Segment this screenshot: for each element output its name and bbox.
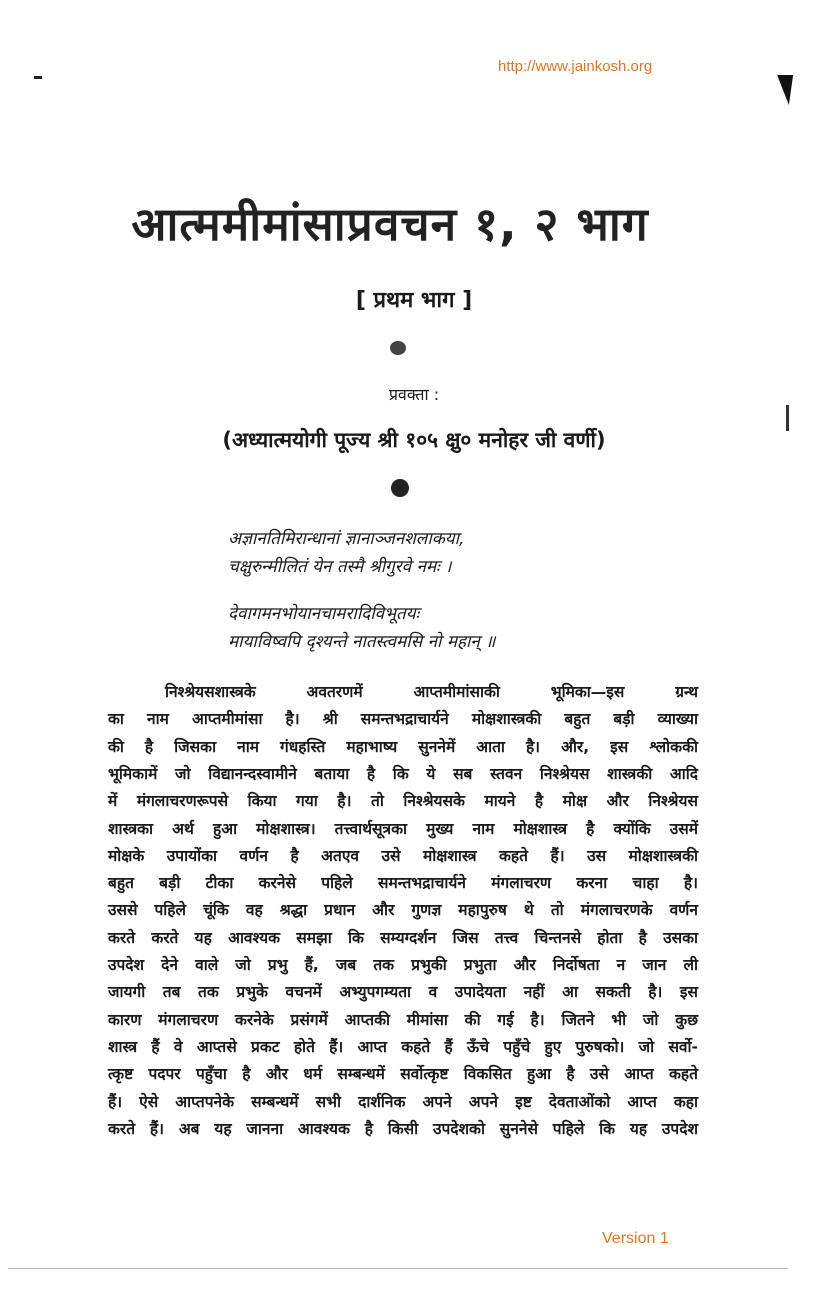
body-line: हैं। ऐसे आप्तपनेके सम्बन्धमें सभी दार्शनिक अपने अपने इष्ट देवताओंको आप्त कहा [108,1092,698,1111]
corner-mark-icon [773,75,793,105]
speaker-label: प्रवक्ता : [388,385,440,404]
body-line: त्कृष्ट पदपर पहुँचा है और धर्म सम्बन्धमें सर्वोत्कृष्ट विकसित हुआ है उसे आप्त कहते [108,1065,698,1084]
body-line: शास्त्रका अर्थ हुआ मोक्षशास्त्र। तत्त्वार्थसूत्रका मुख्य नाम मोक्षशास्त्र है क्योंकि उसमें [108,819,698,838]
page-border [8,1268,788,1269]
verse-line: अज्ञानतिमिरान्धानां ज्ञानाञ्जनशलाकया, [228,529,465,549]
verse-line: मायाविष्वपि दृश्यन्ते नातस्त्वमसि नो महान् ॥ [228,632,496,652]
body-line: मोक्षके उपायोंका वर्णन है अतएव उसे मोक्षशास्त्र कहते हैं। उस मोक्षशास्त्रकी [108,846,698,865]
version-label: Version 1 [602,1230,669,1247]
page-title: आत्ममीमांसाप्रवचन १, २ भाग [131,197,649,251]
body-line: शास्त्र हैं वे आप्तसे प्रकट होते हैं। आप्त कहते हैं ऊँचे पहुँचे हुए पुरुषको। जो सर्वो- [108,1037,698,1056]
scan-speck [34,76,42,79]
body-line: उपदेश देने वाले जो प्रभु हैं, जब तक प्रभुकी प्रभुता और निर्दोषता न जान ली [108,956,698,974]
verse-line: देवागमनभोयानचामरादिविभूतयः [228,604,420,624]
body-line: उससे पहिले चूंकि वह श्रद्धा प्रधान और गुणज्ञ महापुरुष थे तो मंगलाचरणके वर्णन [108,901,698,920]
body-line: कारण मंगलाचरण करनेके प्रसंगमें आप्तकी मीमांसा की गई है। जितने भी जो कुछ [108,1010,698,1029]
body-line: भूमिकामें जो विद्यानन्दस्वामीने बताया है कि ये सब स्तवन निश्श्रेयस शास्त्रकी आदि [108,764,698,783]
dot-ornament-icon [391,479,409,497]
body-line: की है जिसका नाम गंधहस्ति महाभाष्य सुननेमें आता है। और, इस श्लोककी [108,737,698,756]
body-line: करते करते यह आवश्यक समझा कि सम्यग्दर्शन जिस तत्त्व चिन्तनसे होता है उसका [108,928,698,947]
part-subtitle: [ प्रथम भाग ] [355,288,473,313]
body-line: का नाम आप्तमीमांसा है। श्री समन्तभद्राचार्यने मोक्षशास्त्रकी बहुत बड़ी व्याख्या [108,710,698,729]
author-line: (अध्यात्मयोगी पूज्य श्री १०५ क्षु० मनोहर जी वर्णी) [222,428,606,452]
ornament-icon [390,341,406,355]
watermark-url: http://www.jainkosh.org [498,58,653,75]
body-line: जायगी तब तक प्रभुके वचनमें अभ्युपगम्यता व उपादेयता नहीं आ सकती है। इस [108,983,698,1002]
body-line: बहुत बड़ी टीका करनेसे पहिले समन्तभद्राचार्यने मंगलाचरण करना चाहा है। [108,874,698,893]
verse-line: चक्षुरुन्मीलितं येन तस्मै श्रीगुरवे नमः । [228,557,452,577]
body-line: में मंगलाचरणरूपसे किया गया है। तो निश्श्रेयसके मायने है मोक्ष और निश्श्रेयस [108,792,698,811]
body-line: करते हैं। अब यह जानना आवश्यक है किसी उपदेशको सुननेसे पहिले कि यह उपदेश [108,1119,698,1138]
body-line: निश्श्रेयसशास्त्रके अवतरणमें आप्तमीमांसाकी भूमिका—इस ग्रन्थ [165,683,698,701]
